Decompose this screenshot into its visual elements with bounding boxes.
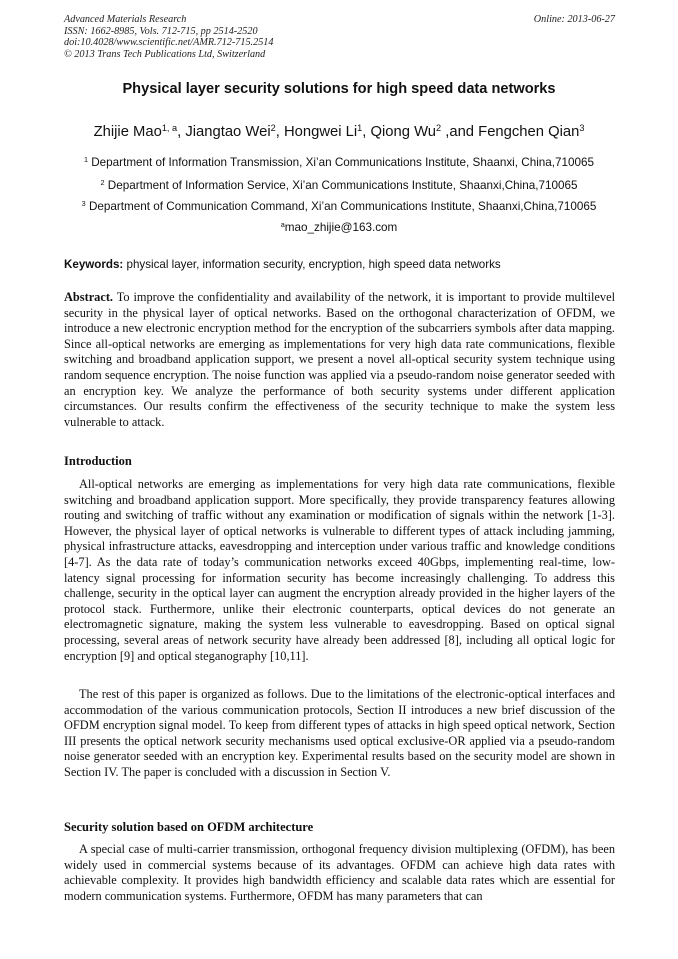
email-mark: a bbox=[280, 220, 285, 230]
author-affiliation-mark: 3 bbox=[579, 122, 585, 133]
running-header bbox=[64, 14, 615, 60]
issn-line: ISSN: 1662-8985, Vols. 712-715, pp 2514-2520 bbox=[64, 25, 258, 37]
introduction-paragraph-2: The rest of this paper is organized as follows. Due to the limitations of the electronic-optical interfaces and accommodation of the various communication protocols, Section II introduces a new brief discussion of the OFDM encryption signal model. To keep from different types of attacks in high speed optical network, Section III presents the optical network security mechanisms used optical exclusive-OR applied via a pseudo-random noise generator seeded with an encryption key. Experimental results based on the security model are shown in Section IV. The paper is concluded with a discussion in Section V. bbox=[64, 687, 615, 779]
author-separator: , bbox=[362, 124, 371, 140]
author-affiliation-mark: 1 bbox=[357, 122, 363, 133]
affiliation-mark: 3 bbox=[81, 199, 86, 209]
doi-link[interactable]: doi:10.4028/www.scientific.net/AMR.712-715.2514 bbox=[64, 37, 274, 49]
abstract bbox=[64, 290, 615, 430]
paper-title: Physical layer security solutions for high speed data networks bbox=[122, 81, 556, 97]
affiliation-1 bbox=[20, 156, 658, 169]
ofdm-paragraph-1: A special case of multi-carrier transmission, orthogonal frequency division multiplexing (OFDM), has been widely used in commercial systems because of its advantages. OFDM can achieve high data rates with achievable complexity. It provides high bandwidth efficiency and scalable data rates which are essential for modern communication systems. Furthermore, OFDM has many parameters that can bbox=[64, 842, 615, 903]
abstract-label: Abstract. bbox=[64, 290, 114, 304]
author-separator: , bbox=[177, 124, 186, 140]
author-separator: ,and bbox=[441, 124, 479, 140]
author-affiliation-mark: 2 bbox=[270, 122, 276, 133]
introduction-paragraph-1: All-optical networks are emerging as implementations for very high data rate communications, flexible switching and broadband application support. More specifically, they provide transparency features allowing routing and switching of traffic without any examination or modification of signals within the network [1-3]. However, the physical layer of optical networks is vulnerable to different types of attack including jamming, physical infrastructure attacks, eavesdropping and interception under various traffic and knowledge conditions [4-7]. As the data rate of today’s communication networks exceed 40Gbps, implementing real-time, low-latency signal processing for information security has become increasingly challenging. To address this challenge, security in the optical layer can augment the encryption already provided in the higher layers of the protocol stack. Furthermore, unlike their electronic counterparts, optical devices do not generate an electromagnetic signature, making the system less vulnerable to eavesdropping. Based on optical signal processing, several areas of network security have already been addressed [8], including all optical logic for encryption [9] and optical steganography [10,11]. bbox=[64, 477, 615, 663]
email-address[interactable]: mao_zhijie@163.com bbox=[284, 221, 398, 234]
author-email[interactable] bbox=[20, 221, 658, 234]
affiliation-mark: 1 bbox=[83, 155, 88, 165]
affiliation-3 bbox=[20, 200, 658, 213]
keywords-label: Keywords: bbox=[64, 258, 124, 271]
abstract-text: To improve the confidentiality and availability of the network, it is important to provide multilevel security in the physical layer of optical networks. Based on the orthogonal characterization of OFDM, we introduce a new electronic encryption method for the encryption of the subcarriers symbols after data mapping. Since all-optical networks are emerging as implementations for very high data rate communications, flexible switching and broadband application support, we present a novel all-optical security system technique using random sequence encryption. The noise function was applied via a pseudo-random noise generator seeded with an encryption key. We analyze the performance of both security systems under different application circumstances. Our results confirm the effectiveness of the security technique to make the system less vulnerable to attack. bbox=[64, 290, 615, 429]
author-separator: , bbox=[275, 124, 284, 140]
affiliation-text: Department of Information Service, Xi’an Communications Institute, Shaanxi,China,710065 bbox=[107, 179, 578, 192]
copyright-line: © 2013 Trans Tech Publications Ltd, Switzerland bbox=[64, 48, 266, 60]
author-affiliation-mark: 2 bbox=[436, 122, 442, 133]
affiliation-text: Department of Communication Command, Xi’an Communications Institute, Shaanxi,China,710065 bbox=[88, 200, 597, 213]
author-name: Zhijie Mao bbox=[93, 124, 162, 140]
author-list bbox=[20, 124, 658, 140]
section-heading-introduction: Introduction bbox=[64, 454, 132, 468]
online-date: Online: 2013-06-27 bbox=[533, 14, 615, 25]
section-heading-ofdm: Security solution based on OFDM architecture bbox=[64, 820, 314, 834]
keywords-text: physical layer, information security, encryption, high speed data networks bbox=[126, 258, 501, 271]
journal-name: Advanced Materials Research bbox=[64, 14, 187, 25]
affiliation-2 bbox=[20, 179, 658, 192]
author-name: Hongwei Li bbox=[283, 124, 358, 140]
author-affiliation-mark: 1, a bbox=[161, 122, 178, 133]
affiliation-mark: 2 bbox=[100, 178, 105, 188]
author-name: Fengchen Qian bbox=[478, 124, 580, 140]
keywords bbox=[64, 258, 615, 271]
author-name: Qiong Wu bbox=[370, 124, 437, 140]
author-name: Jiangtao Wei bbox=[185, 124, 271, 140]
affiliation-text: Department of Information Transmission, Xi’an Communications Institute, Shaanxi, China,710065 bbox=[91, 156, 595, 169]
